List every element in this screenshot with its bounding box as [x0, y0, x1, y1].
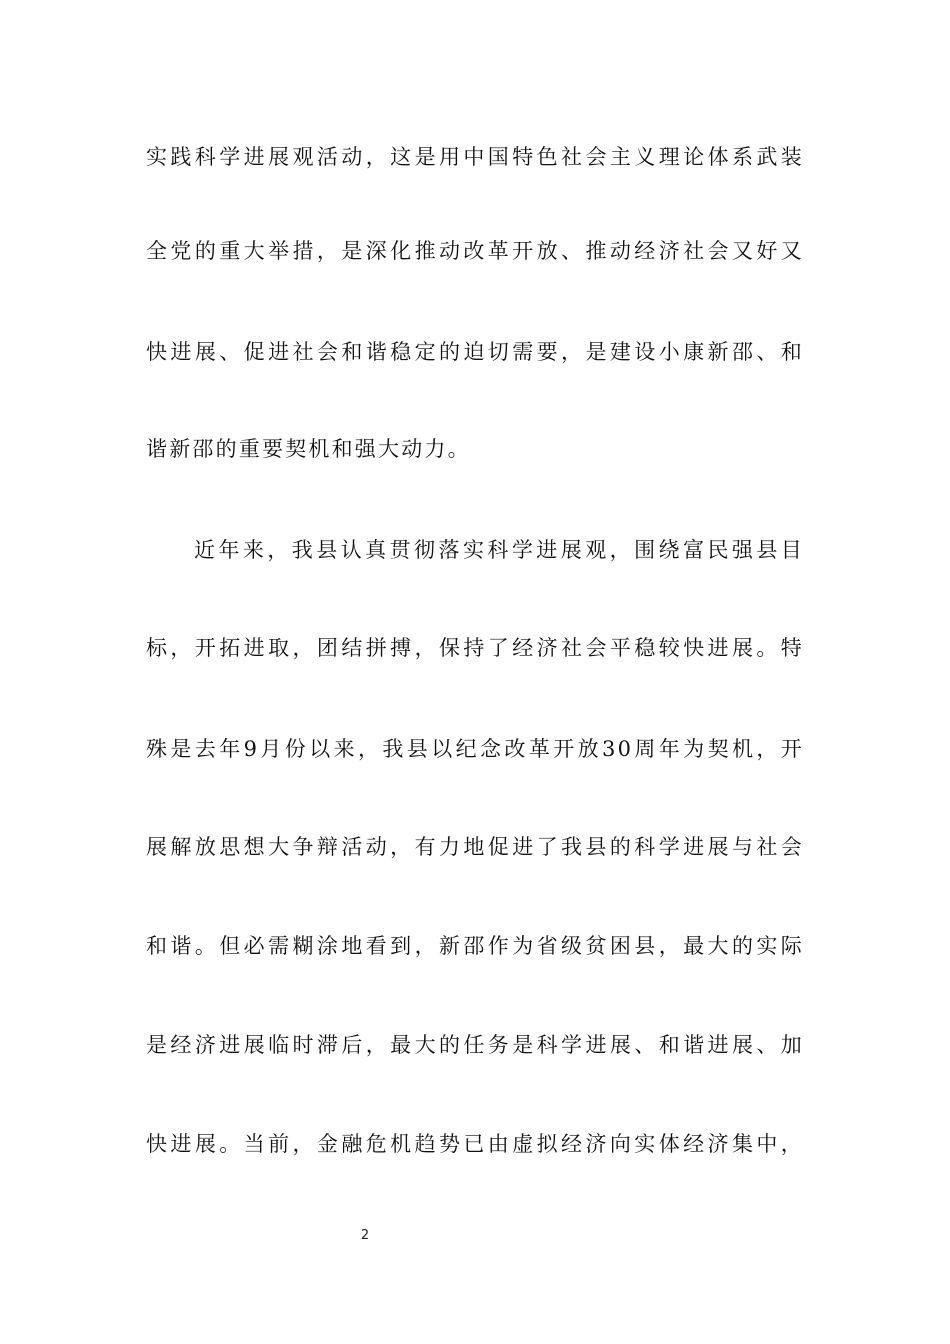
text-line: 谐新邵的重要契机和强大动力。	[146, 437, 471, 461]
paragraph-first-line: 近年来，我县认真贯彻落实科学进展观，围绕富民强县目	[194, 538, 804, 562]
text-line: 全党的重大举措，是深化推动改革开放、推动经济社会又好又	[146, 239, 804, 263]
text-line: 展解放思想大争辩活动，有力地促进了我县的科学进展与社会	[146, 835, 804, 859]
text-line: 标，开拓进取，团结拼搏，保持了经济社会平稳较快进展。特	[146, 636, 804, 660]
text-line: 实践科学进展观活动，这是用中国特色社会主义理论体系武装	[146, 145, 804, 169]
text-line: 和谐。但必需糊涂地看到，新邵作为省级贫困县，最大的实际	[146, 934, 804, 958]
text-line: 快进展、促进社会和谐稳定的迫切需要，是建设小康新邵、和	[146, 340, 804, 364]
page-number: 2	[360, 1228, 370, 1243]
text-line: 是经济进展临时滞后，最大的任务是科学进展、和谐进展、加	[146, 1033, 804, 1057]
text-line: 殊是去年9月份以来，我县以纪念改革开放30周年为契机，开	[146, 737, 804, 761]
text-line: 快进展。当前，金融危机趋势已由虚拟经济向实体经济集中，	[146, 1132, 804, 1156]
